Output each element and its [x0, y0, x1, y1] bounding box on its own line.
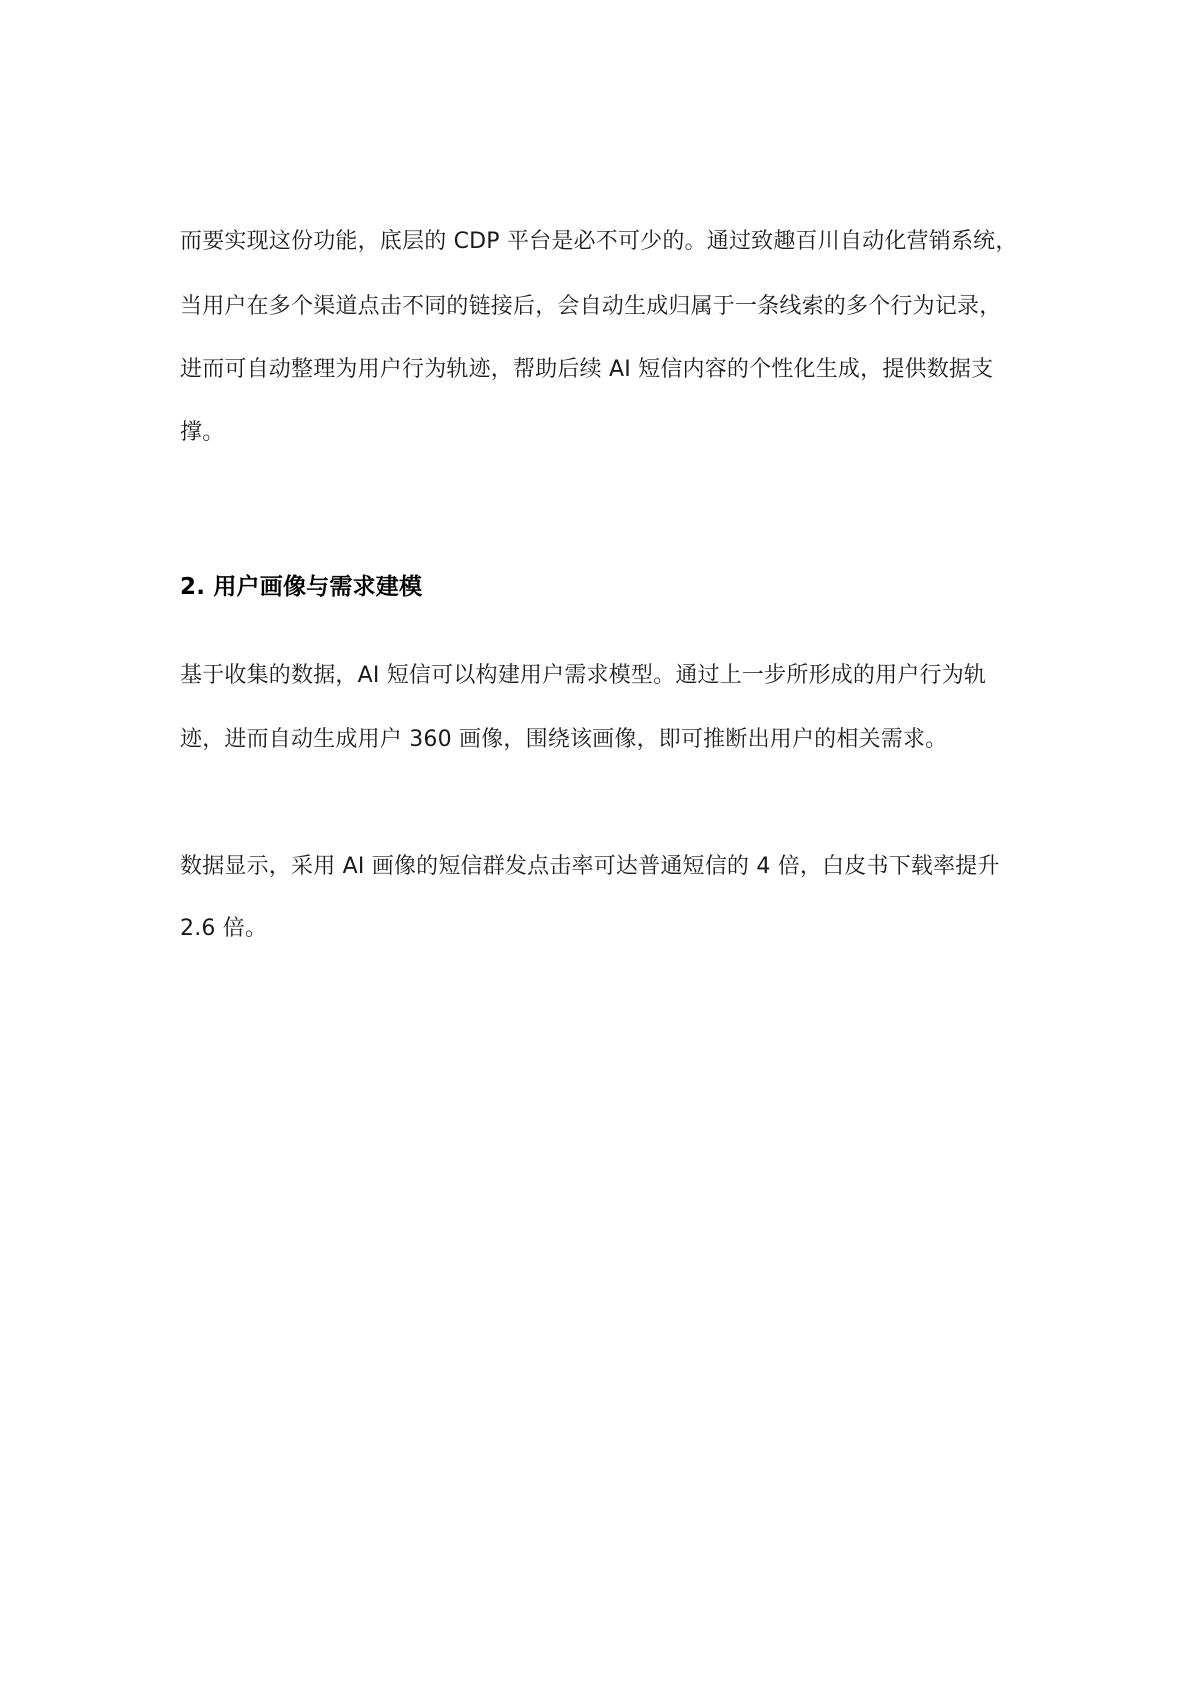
section-heading: 2. 用户画像与需求建模 [180, 574, 423, 600]
text-line: 进而可自动整理为用户行为轨迹，帮助后续 AI 短信内容的个性化生成，提供数据支 [180, 357, 994, 382]
text-line: 数据显示，采用 AI 画像的短信群发点击率可达普通短信的 4 倍，白皮书下载率提升 [180, 854, 1000, 879]
text-line: 基于收集的数据，AI 短信可以构建用户需求模型。通过上一步所形成的用户行为轨 [180, 663, 987, 688]
text-line: 2.6 倍。 [180, 916, 268, 941]
text-line: 当用户在多个渠道点击不同的链接后，会自动生成归属于一条线索的多个行为记录， [180, 294, 1002, 319]
text-line: 而要实现这份功能，底层的 CDP 平台是必不可少的。通过致趣百川自动化营销系统， [180, 229, 1018, 254]
text-line: 迹，进而自动生成用户 360 画像，围绕该画像，即可推断出用户的相关需求。 [180, 727, 948, 752]
text-line: 撑。 [180, 420, 225, 445]
